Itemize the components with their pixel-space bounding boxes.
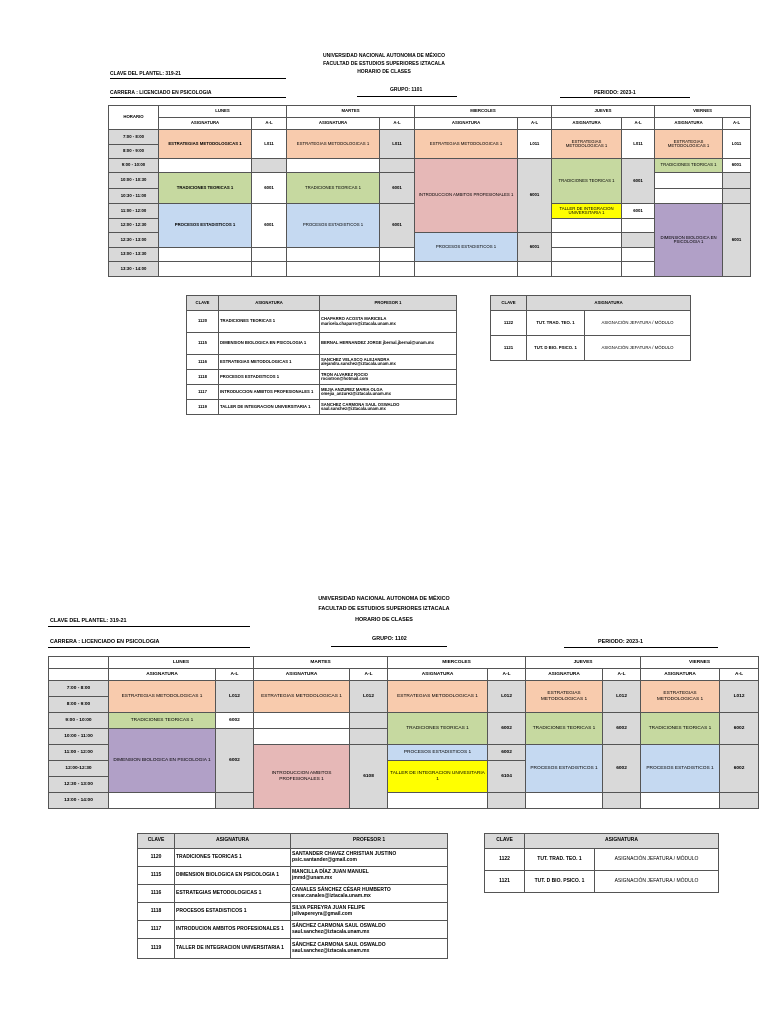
horario-header: HORARIO [109, 106, 159, 130]
empty-cell [552, 262, 622, 277]
underline [564, 647, 718, 648]
room-cell: 6001 [518, 159, 552, 233]
empty-cell [723, 189, 751, 204]
room-cell: 6001 [723, 159, 751, 173]
university-name: UNIVERSIDAD NACIONAL AUTONOMA DE MÉXICO [323, 53, 445, 59]
legend-table [186, 295, 457, 415]
legend-header: ASIGNATURA [219, 296, 320, 311]
legend-header: CLAVE [187, 296, 219, 311]
class-cell: ESTRATEGIAS METODOLOGICAS 1 [254, 681, 350, 713]
time-slot: 11:00 - 12:00 [109, 204, 159, 219]
legend-asignatura: TALLER DE INTEGRACION UNIVERSITARIA 1 [175, 939, 291, 959]
professor-email: saul.sanchez@iztacala.unam.mx [292, 947, 370, 954]
day-header: MIERCOLES [415, 106, 552, 118]
legend-clave: 1120 [138, 849, 175, 867]
room-cell: 6002 [720, 745, 759, 793]
class-cell: TRADICIONES TEORICAS 1 [641, 713, 720, 745]
professor-email: saul.sanchez@iztacala.unam.mx [321, 406, 386, 411]
day-header: LUNES [159, 106, 287, 118]
al-header: A-L [350, 669, 388, 681]
class-cell: INTRODUCCION AMBITOS PROFESIONALES 1 [254, 745, 350, 809]
empty-cell [723, 173, 751, 189]
empty-cell [350, 713, 388, 729]
legend-profesor [291, 885, 448, 903]
class-cell: PROCESOS ESTADISTICOS 1 [388, 745, 488, 761]
empty-cell [603, 793, 641, 809]
day-header: MIERCOLES [388, 657, 526, 669]
al-header: A-L [252, 118, 287, 130]
class-cell: TRADICIONES TEORICAS 1 [526, 713, 603, 745]
empty-cell [380, 262, 415, 277]
asignatura-header: ASIGNATURA [655, 118, 723, 130]
room-cell: 6001 [252, 173, 287, 204]
al-header: A-L [603, 669, 641, 681]
empty-cell [287, 159, 380, 173]
legend-profesor [291, 921, 448, 939]
class-cell: DIMENSION BIOLOGICA EN PSICOLOGIA 1 [109, 729, 216, 793]
tutoria-clave: 1121 [485, 871, 525, 893]
class-cell: ESTRATEGIAS METODOLOGICAS 1 [641, 681, 720, 713]
room-cell: 6002 [488, 713, 526, 745]
time-slot: 7:00 - 8:00 [49, 681, 109, 697]
class-cell: ESTRATEGIAS METODOLOGICAS 1 [415, 130, 518, 159]
grupo: GRUPO: 1102 [372, 636, 407, 642]
room-cell: 6001 [518, 233, 552, 262]
periodo: PERIODO: 2023-1 [594, 90, 636, 96]
empty-cell [252, 262, 287, 277]
room-cell: 6104 [488, 761, 526, 793]
empty-cell [380, 248, 415, 262]
professor-email: jmmd@unam.mx [292, 874, 333, 881]
professor-name: MANCILLA DÍAZ JUAN MANUEL [292, 869, 369, 876]
clave-plantel: CLAVE DEL PLANTEL: 319-21 [110, 71, 181, 77]
professor-email: rociotron@hotmail.com [321, 376, 369, 381]
underline [110, 78, 286, 79]
tutoria-header: ASIGNATURA [525, 834, 719, 849]
time-slot: 12:30 - 13:00 [49, 777, 109, 793]
professor-name: SANCHEZ CARMONA SAUL OSWALDO [321, 401, 400, 407]
room-cell: 6001 [380, 204, 415, 248]
room-cell: 6002 [603, 745, 641, 793]
room-cell: L011 [380, 130, 415, 159]
asignatura-header: ASIGNATURA [552, 118, 622, 130]
empty-cell [526, 793, 603, 809]
empty-cell [159, 262, 252, 277]
day-header: JUEVES [526, 657, 641, 669]
underline [48, 647, 250, 648]
empty-cell [655, 173, 723, 189]
legend-asignatura: PROCESOS ESTADISTICOS 1 [175, 903, 291, 921]
class-cell: ESTRATEGIAS METODOLOGICAS 1 [388, 681, 488, 713]
legend-asignatura: TALLER DE INTEGRACION UNIVERSITARIA 1 [219, 400, 320, 415]
time-slot: 13:30 - 14:00 [109, 262, 159, 277]
carrera: CARRERA : LICENCIADO EN PSICOLOGIA [110, 90, 212, 96]
professor-name: SANTANDER CHAVEZ CHRISTIAN JUSTINO [292, 851, 397, 858]
class-cell: TALLER DE INTEGRACION UNIVESITARIA 1 [388, 761, 488, 793]
empty-cell [720, 793, 759, 809]
empty-cell [415, 262, 518, 277]
legend-profesor [320, 370, 457, 385]
class-cell: ESTRATEGIAS METODOLOGICAS 1 [655, 130, 723, 159]
asignatura-header: ASIGNATURA [641, 669, 720, 681]
al-header: A-L [518, 118, 552, 130]
day-header: LUNES [109, 657, 254, 669]
schedule-table [108, 105, 751, 277]
room-cell: L012 [216, 681, 254, 713]
class-cell: TRADICIONES TEORICAS 1 [655, 159, 723, 173]
legend-clave: 1115 [187, 333, 219, 355]
tutoria-nota: ASIGNACIÓN JEFATURA / MÓDULO [585, 311, 691, 336]
tutoria-nota: ASIGNACIÓN JEFATURA / MÓDULO [595, 871, 719, 893]
legend-header: PROFESOR 1 [291, 834, 448, 849]
class-cell: ESTRATEGIAS METODOLOGICAS 1 [526, 681, 603, 713]
legend-clave: 1117 [187, 385, 219, 400]
time-slot: 8:00 - 9:00 [49, 697, 109, 713]
legend-profesor [291, 903, 448, 921]
time-slot: 8:00 - 9:00 [109, 145, 159, 159]
professor-name: CHAPARRO ACOSTA MARICELA [321, 316, 387, 322]
tutoria-clave: 1122 [485, 849, 525, 871]
tutoria-header: CLAVE [485, 834, 525, 849]
class-cell: TRADICIONES TEORICAS 1 [552, 159, 622, 204]
asignatura-header: ASIGNATURA [415, 118, 518, 130]
legend-asignatura: DIMENSION BIOLOGICA EN PSICOLOGIA 1 [219, 333, 320, 355]
legend-clave: 1120 [187, 311, 219, 333]
empty-cell [380, 159, 415, 173]
class-cell: PROCESOS ESTADISTICOS 1 [287, 204, 380, 248]
professor-name: TRON ALVAREZ ROCIO [321, 371, 368, 377]
day-header: JUEVES [552, 106, 655, 118]
asignatura-header: ASIGNATURA [526, 669, 603, 681]
empty-cell [552, 219, 622, 233]
empty-cell [159, 159, 252, 173]
legend-header: CLAVE [138, 834, 175, 849]
legend-asignatura: PROCESOS ESTADISTICOS 1 [219, 370, 320, 385]
empty-cell [655, 189, 723, 204]
class-cell: PROCESOS ESTADISTICOS 1 [415, 233, 518, 262]
room-cell: L012 [350, 681, 388, 713]
legend-profesor [320, 400, 457, 415]
empty-cell [641, 793, 720, 809]
class-cell: TALLER DE INTEGRACION UNIVERSITARIA 1 [552, 204, 622, 219]
legend-asignatura: ESTRATEGIAS METODOLOGICAS 1 [219, 355, 320, 370]
empty-cell [159, 248, 252, 262]
al-header: A-L [216, 669, 254, 681]
time-slot: 12:00 - 12:30 [109, 219, 159, 233]
empty-cell [622, 262, 655, 277]
class-cell: TRADICIONES TEORICAS 1 [388, 713, 488, 745]
professor-name: SÁNCHEZ CARMONA SAUL OSWALDO [292, 923, 386, 930]
professor-email: cesar.canales@iztacala.unam.mx [292, 892, 371, 899]
faculty-name: FACULTAD DE ESTUDIOS SUPERIORES IZTACALA [318, 606, 450, 612]
legend-clave: 1116 [138, 885, 175, 903]
empty-cell [49, 657, 109, 669]
room-cell: L012 [720, 681, 759, 713]
time-slot: 9:00 - 10:00 [49, 713, 109, 729]
professor-name: SILVA PEREYRA JUAN FELIPE [292, 905, 366, 912]
legend-profesor [320, 333, 457, 355]
al-header: A-L [380, 118, 415, 130]
room-cell: 6001 [622, 204, 655, 219]
document-title: HORARIO DE CLASES [355, 617, 413, 623]
tutoria-header: CLAVE [491, 296, 527, 311]
legend-asignatura: ESTRATEGIAS METODOLOGICAS 1 [175, 885, 291, 903]
room-cell: 6001 [622, 159, 655, 204]
empty-cell [287, 248, 380, 262]
class-cell: ESTRATEGIAS METODOLOGICAS 1 [287, 130, 380, 159]
tutoria-header: ASIGNATURA [527, 296, 691, 311]
periodo: PERIODO: 2023-1 [598, 639, 643, 645]
faculty-name: FACULTAD DE ESTUDIOS SUPERIORES IZTACALA [323, 61, 445, 67]
room-cell: 6002 [488, 745, 526, 761]
underline [357, 96, 457, 97]
class-cell: ESTRATEGIAS METODOLOGICAS 1 [109, 681, 216, 713]
room-cell: 6002 [216, 713, 254, 729]
empty-cell [622, 219, 655, 233]
professor-name: MEJIA ANZUREZ MARIA OLGA [321, 386, 383, 392]
empty-cell [350, 729, 388, 745]
legend-header: ASIGNATURA [175, 834, 291, 849]
class-cell: TRADICIONES TEORICAS 1 [159, 173, 252, 204]
empty-cell [216, 793, 254, 809]
room-cell: 6002 [216, 729, 254, 793]
room-cell: L011 [252, 130, 287, 159]
legend-header: PROFESOR 1 [320, 296, 457, 311]
room-cell: 6002 [720, 713, 759, 745]
professor-email: psic.santander@gmail.com [292, 856, 357, 863]
time-slot: 11:00 - 12:00 [49, 745, 109, 761]
class-cell: TRADICIONES TEORICAS 1 [109, 713, 216, 729]
tutoria-asignatura: TUT. TRAD. TEO. 1 [525, 849, 595, 871]
day-header: VIERNES [655, 106, 751, 118]
class-cell: INTRODUCCION AMBITOS PROFESIONALES 1 [415, 159, 518, 233]
day-header: MARTES [254, 657, 388, 669]
underline [331, 646, 447, 647]
class-cell: DIMENSION BIOLOGICA EN PSICOLOGIA 1 [655, 204, 723, 277]
time-slot: 10:30 - 11:00 [109, 189, 159, 204]
legend-clave: 1119 [138, 939, 175, 959]
grupo: GRUPO: 1101 [390, 87, 423, 93]
professor-name: CANALES SÁNCHEZ CÉSAR HUMBERTO [292, 887, 391, 894]
professor-email: omejia_anzurez@iztacala.unam.mx [321, 391, 391, 396]
time-slot: 13:00 - 13:30 [109, 248, 159, 262]
underline [48, 626, 250, 627]
professor-email: alejandra.sanchez@iztacala.unam.mx [321, 361, 396, 366]
legend-profesor [320, 355, 457, 370]
tutoria-asignatura: TUT. TRAD. TEO. 1 [527, 311, 585, 336]
tutoria-nota: ASIGNACIÓN JEFATURA / MÓDULO [595, 849, 719, 871]
legend-asignatura: INTRODUCION AMBITOS PROFESIONALES 1 [175, 921, 291, 939]
document-title: HORARIO DE CLASES [357, 69, 411, 75]
room-cell: L012 [488, 681, 526, 713]
empty-cell [49, 669, 109, 681]
room-cell: 6001 [723, 204, 751, 277]
professor-email: jsilvapereyra@gmail.com [292, 910, 353, 917]
time-slot: 10:00 - 11:00 [49, 729, 109, 745]
tutoria-asignatura: TUT. D BIO. PSICO. 1 [527, 336, 585, 361]
room-cell: L011 [518, 130, 552, 159]
legend-clave: 1118 [138, 903, 175, 921]
class-cell: ESTRATEGIAS METODOLOGICAS 1 [552, 130, 622, 159]
underline [110, 97, 286, 98]
al-header: A-L [488, 669, 526, 681]
room-cell: 6002 [603, 713, 641, 745]
empty-cell [252, 159, 287, 173]
legend-profesor [320, 311, 457, 333]
professor-email: saul.sanchez@iztacala.unam.mx [292, 928, 370, 935]
room-cell: L011 [723, 130, 751, 159]
tutoria-asignatura: TUT. D BIO. PSICO. 1 [525, 871, 595, 893]
time-slot: 7:00 - 8:00 [109, 130, 159, 145]
legend-clave: 1115 [138, 867, 175, 885]
empty-cell [488, 793, 526, 809]
tutoria-nota: ASIGNACIÓN JEFATURA / MÓDULO [585, 336, 691, 361]
class-cell: ESTRATEGIAS METODOLOGICAS 1 [159, 130, 252, 159]
asignatura-header: ASIGNATURA [159, 118, 252, 130]
day-header: MARTES [287, 106, 415, 118]
al-header: A-L [723, 118, 751, 130]
class-cell: TRADICIONES TEORICAS 1 [287, 173, 380, 204]
professor-name: SÁNCHEZ CARMONA SAUL OSWALDO [292, 942, 386, 949]
legend-profesor [291, 867, 448, 885]
legend-asignatura: TRADICIONES TEORICAS 1 [219, 311, 320, 333]
legend-table [137, 833, 448, 959]
empty-cell [254, 729, 350, 745]
room-cell: 6001 [380, 173, 415, 204]
class-cell: PROCESOS ESTADISTICOS 1 [641, 745, 720, 793]
legend-clave: 1117 [138, 921, 175, 939]
empty-cell [252, 248, 287, 262]
professor-email: maricela.chaparro@iztacala.unam.mx [321, 320, 396, 326]
time-slot: 12:00-12:30 [49, 761, 109, 777]
empty-cell [254, 713, 350, 729]
empty-cell [552, 248, 622, 262]
room-cell: 6001 [252, 204, 287, 248]
empty-cell [622, 233, 655, 248]
schedule-table [48, 656, 759, 809]
clave-plantel: CLAVE DEL PLANTEL: 319-21 [50, 618, 127, 624]
day-header: VIERNES [641, 657, 759, 669]
tutoria-table [490, 295, 691, 361]
class-cell: PROCESOS ESTADISTICOS 1 [526, 745, 603, 793]
asignatura-header: ASIGNATURA [287, 118, 380, 130]
al-header: A-L [622, 118, 655, 130]
empty-cell [287, 262, 380, 277]
legend-asignatura: INTRODUCCION AMBITOS PROFESIONALES 1 [219, 385, 320, 400]
professor-name: BERNAL HERNANDEZ JORGE jbernal.jbernal@unam.mx [321, 340, 434, 346]
tutoria-clave: 1122 [491, 311, 527, 336]
asignatura-header: ASIGNATURA [388, 669, 488, 681]
time-slot: 13:00 - 14:00 [49, 793, 109, 809]
empty-cell [109, 793, 216, 809]
asignatura-header: ASIGNATURA [109, 669, 216, 681]
tutoria-table [484, 833, 719, 893]
legend-asignatura: TRADICIONES TEORICAS 1 [175, 849, 291, 867]
al-header: A-L [720, 669, 759, 681]
tutoria-clave: 1121 [491, 336, 527, 361]
university-name: UNIVERSIDAD NACIONAL AUTONOMA DE MÉXICO [318, 596, 450, 602]
professor-name: SANCHEZ VELASCO ALEJANDRA [321, 356, 390, 362]
empty-cell [622, 248, 655, 262]
empty-cell [518, 262, 552, 277]
asignatura-header: ASIGNATURA [254, 669, 350, 681]
time-slot: 12:30 - 13:00 [109, 233, 159, 248]
legend-asignatura: DIMENSION BIOLOGICA EN PSICOLOGIA 1 [175, 867, 291, 885]
room-cell: L011 [622, 130, 655, 159]
legend-clave: 1116 [187, 355, 219, 370]
empty-cell [388, 793, 488, 809]
legend-profesor [291, 939, 448, 959]
underline [560, 97, 690, 98]
legend-profesor [291, 849, 448, 867]
room-cell: L012 [603, 681, 641, 713]
empty-cell [552, 233, 622, 248]
legend-profesor [320, 385, 457, 400]
carrera: CARRERA : LICENCIADO EN PSICOLOGIA [50, 639, 160, 645]
time-slot: 10:00 - 10:30 [109, 173, 159, 189]
time-slot: 9:00 - 10:00 [109, 159, 159, 173]
room-cell: 6108 [350, 745, 388, 809]
class-cell: PROCESOS ESTADISTICOS 1 [159, 204, 252, 248]
legend-clave: 1119 [187, 400, 219, 415]
legend-clave: 1118 [187, 370, 219, 385]
